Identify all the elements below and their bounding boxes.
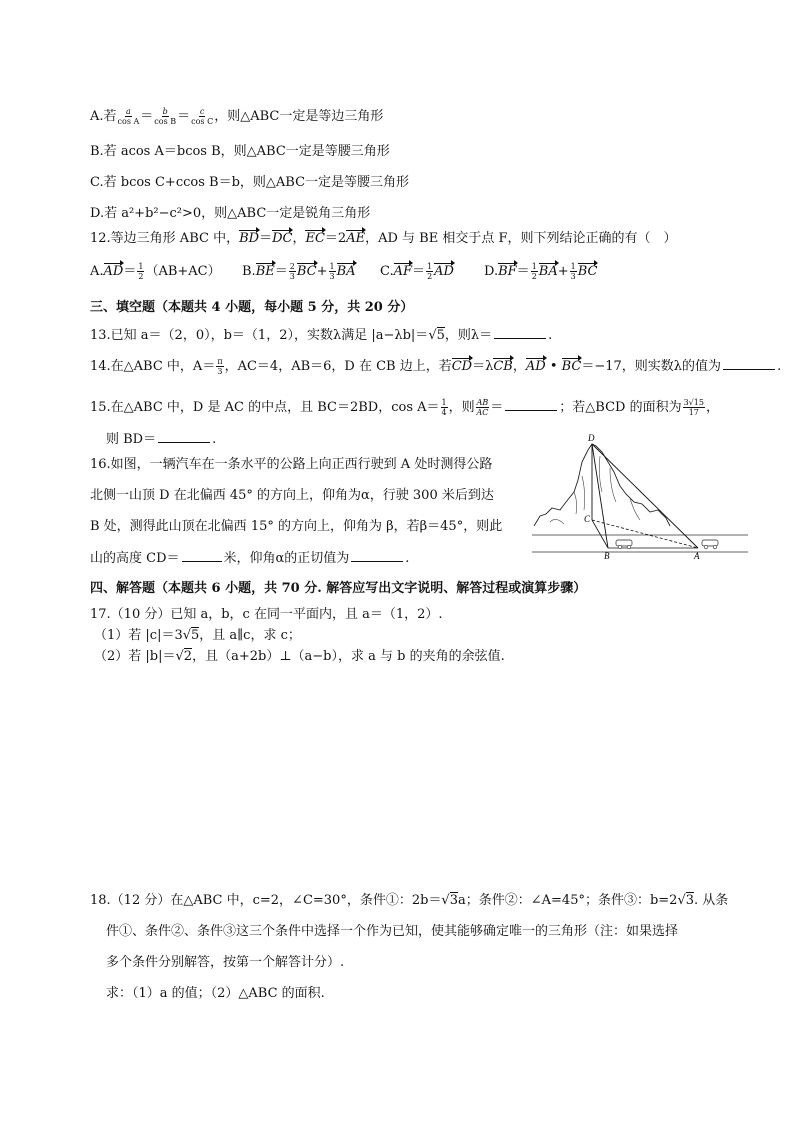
question-18-line4: 求：（1）a 的值；（2）△ABC 的面积. — [106, 986, 325, 1001]
section-4-heading: 四、解答题（本题共 6 小题，共 70 分. 解答应写出文字说明、解答过程或演算步骤） — [90, 581, 587, 596]
q12-option-d: D.BF＝ $\frac{1}{2}$ BA+ $\frac{1}{3}$ BC — [484, 262, 598, 281]
question-15: 15.在△ABC 中，D 是 AC 的中点，且 BC＝2BD，cos A＝ $\frac{1}{4}$ ，则 $\frac{AB}{AC}$ ＝ ；若△BCD 的面积为 $\frac{3√15}{17}$ ， — [90, 398, 719, 417]
question-16-line3: B 处，测得此山顶在北偏西 15° 的方向上，仰角为 β，若β＝45°，则此 — [90, 519, 503, 534]
question-16-line1: 16.如图，一辆汽车在一条水平的公路上向正西行驶到 A 处时测得公路 — [90, 457, 493, 472]
answer-blank — [494, 326, 546, 339]
question-18-line1: 18.（12 分）在△ABC 中，c=2，∠C=30°，条件①：2b＝√ 3a；条件②：∠A=45°；条件③：b=2√ 3. 从条 — [90, 892, 728, 910]
question-17-part2: （2）若 |b|＝√ 2，且（a+2b）⊥（a−b），求 a 与 b 的夹角的余弦值. — [94, 648, 505, 666]
question-15-line2: 则 BD＝ . — [106, 432, 217, 447]
question-16-line4: 山的高度 CD＝ 米，仰角α的正切值为 . — [90, 551, 410, 566]
label-C: C — [584, 514, 591, 524]
answer-blank — [351, 549, 403, 562]
line-DB — [592, 444, 608, 548]
q12-option-a: A.AD＝ $\frac{1}{2}$ （AB+AC） — [90, 262, 221, 281]
question-13: 13.已知 a＝（2，0），b＝（1，2），实数λ满足 |a−λb|＝√ 5，则λ＝ . — [90, 326, 552, 345]
section-3-heading: 三、填空题（本题共 4 小题，每小题 5 分，共 20 分） — [90, 300, 414, 315]
car-icon — [616, 540, 632, 549]
question-16-line2: 北侧一山顶 D 在北偏西 45° 的方向上，仰角为α，行驶 300 米后到达 — [90, 488, 494, 503]
label-D: D — [588, 433, 595, 443]
question-14: 14.在△ABC 中，A＝ $\frac{\pi}{3}$ ，AC＝4，AB＝6，D 在 CB 边上，若CD＝λCB，AD • BC＝−17，则实数λ的值为 . — [90, 357, 782, 376]
mountain-figure — [530, 432, 748, 564]
answer-blank — [723, 357, 775, 370]
question-18-line3: 多个条件分别解答，按第一个解答计分）. — [106, 955, 345, 970]
label-B: B — [604, 551, 610, 561]
q11-option-d: D.若 a²+b²−c²>0，则△ABC一定是锐角三角形 — [90, 206, 371, 221]
q12-option-b: B.BE＝ $\frac{2}{3}$ BC+ $\frac{1}{3}$ BA — [242, 262, 356, 281]
question-18-line2: 件①、条件②、条件③这三个条件中选择一个作为已知，使其能够确定唯一的三角形（注：如果选择 — [106, 924, 679, 939]
answer-blank — [505, 398, 557, 411]
car-icon — [702, 540, 718, 549]
q11-option-a: A.若 $\frac{a}{\text{cos A}}$ ＝ $\frac{b}{\text{cos B}}$ ＝ $\frac{c}{\text{cos C}}$ ，则△ABC一定是等边三角形 — [90, 107, 384, 126]
q11-option-c: C.若 bcos C+ccos B＝b，则△ABC一定是等腰三角形 — [90, 175, 410, 190]
question-17-stem: 17.（10 分）已知 a，b，c 在同一平面内，且 a＝（1，2）. — [90, 607, 443, 622]
q12-option-c: C.AF＝ $\frac{1}{2}$ AD — [380, 262, 454, 281]
question-17-part1: （1）若 |c|＝3√ 5，且 a∥c，求 c； — [94, 627, 301, 645]
q11-option-b: B.若 acos A＝bcos B，则△ABC一定是等腰三角形 — [90, 144, 390, 159]
q12-stem: 12.等边三角形 ABC 中，BD＝DC，EC＝2AE，AD 与 BE 相交于点 F，则下列结论正确的有（ ） — [90, 231, 677, 246]
label-A: A — [694, 551, 700, 561]
answer-blank — [158, 430, 210, 443]
answer-blank — [182, 549, 222, 562]
line-DA — [592, 444, 698, 548]
